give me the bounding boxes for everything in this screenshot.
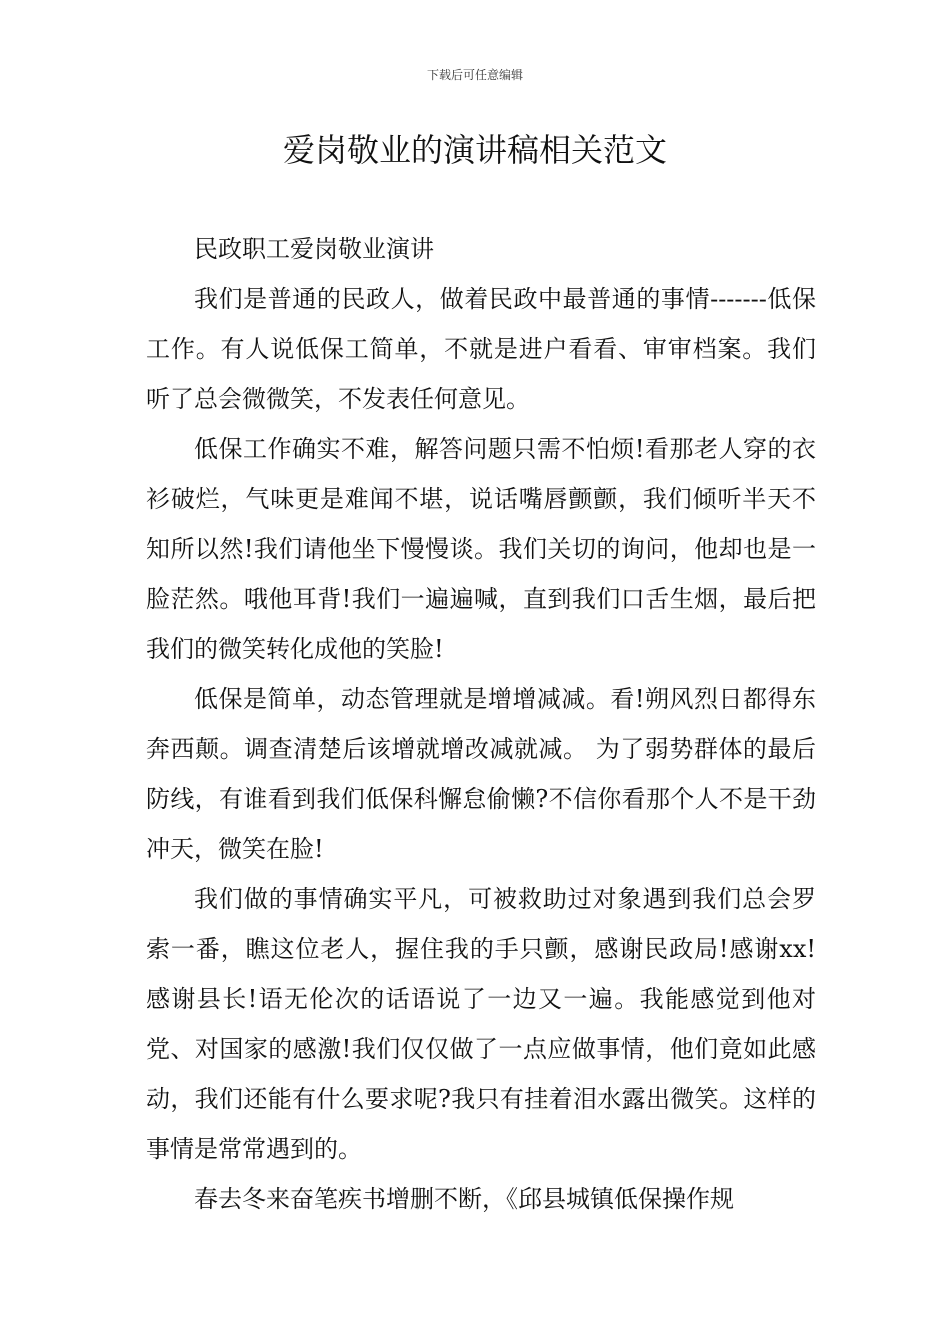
document-subtitle: 民政职工爱岗敬业演讲 [194, 235, 434, 263]
paragraph: 低保是简单，动态管理就是增增减减。看!朔风烈日都得东奔西颠。调查清楚后该增就增改减就减。 为了弱势群体的最后防线，有谁看到我们低保科懈怠偷懒?不信你看那个人不是干劲冲天，微笑在脸! [146, 685, 816, 863]
paragraph: 我们做的事情确实平凡，可被救助过对象遇到我们总会罗索一番，瞧这位老人，握住我的手只颤，感谢民政局!感谢xx!感谢县长!语无伦次的话语说了一边又一遍。我能感觉到他对党、对国家的感激!我们仅仅做了一点应做事情，他们竟如此感动，我们还能有什么要求呢?我只有挂着泪水露出微笑。这样的事情是常常遇到的。 [146, 885, 816, 1163]
header-note: 下载后可任意编辑 [426, 68, 523, 82]
paragraph: 我们是普通的民政人，做着民政中最普通的事情-------低保工作。有人说低保工简单，不就是进户看看、审审档案。我们听了总会微微笑，不发表任何意见。 [146, 285, 816, 413]
document-body [146, 224, 816, 1224]
paragraph: 春去冬来奋笔疾书增删不断，《邱县城镇低保操作规 [194, 1185, 734, 1213]
paragraph: 低保工作确实不难，解答问题只需不怕烦!看那老人穿的衣衫破烂，气味更是难闻不堪，说话嘴唇颤颤，我们倾听半天不知所以然!我们请他坐下慢慢谈。我们关切的询问，他却也是一脸茫然。哦他耳背!我们一遍遍喊，直到我们口舌生烟，最后把我们的微笑转化成他的笑脸! [146, 435, 816, 663]
document-title: 爱岗敬业的演讲稿相关范文 [282, 131, 667, 169]
